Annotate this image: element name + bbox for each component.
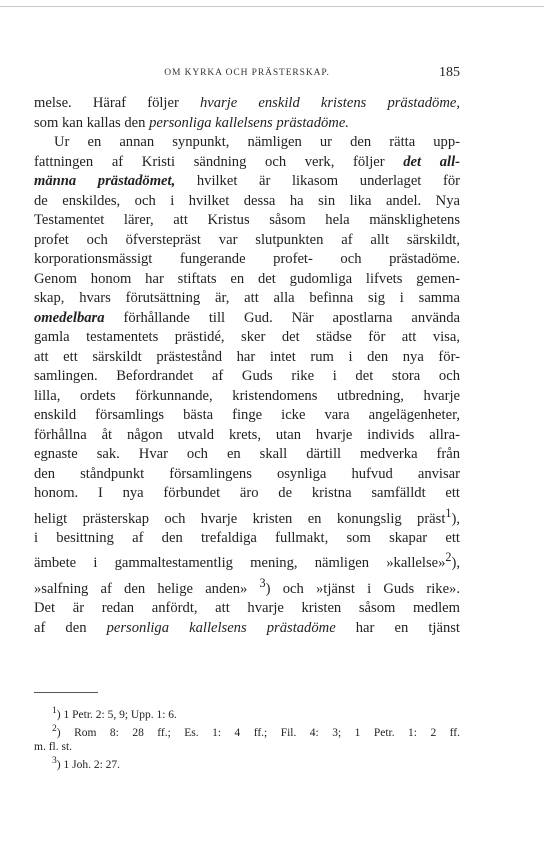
text-line: af den personliga kallelsens prästadöme har en tjänst <box>34 619 460 636</box>
text-line: skap, hvars förutsättning är, att alla befinna sig i samma <box>34 290 460 306</box>
text-line: korporationsmässigt fungerande profet- och prästadöme. <box>34 251 460 267</box>
text-line: omedelbara förhållande till Gud. När apostlarna använda <box>34 309 460 326</box>
text-line: gamla testamentets prästidé, sker det städse för att visa, <box>34 329 460 345</box>
text-line: i besittning af den trefaldiga fullmakt, som skapar ett <box>34 529 460 546</box>
text-line: Testamentet lärer, att Kristus såsom hela mänsklighetens <box>34 212 460 228</box>
text-line: Det är redan anfördt, att hvarje kristen såsom medlem <box>34 600 460 617</box>
page-header <box>34 65 460 84</box>
running-head: OM KYRKA OCH PRÄSTERSKAP. <box>164 68 330 78</box>
text-line: den ståndpunkt församlingens osynliga hufvud anvisar <box>34 465 460 482</box>
footnote-2: $^2$) Rom 8: 28 ff.; Es. 1: 4 ff.; Fil. 4: 3; 1 Petr. 1: 2 ff. <box>52 722 460 739</box>
body-text <box>34 94 460 638</box>
text-line: ämbete i gammaltestamentlig mening, nämligen »kallelse»$^2$), <box>34 550 460 572</box>
text-line: profet och öfverstepräst var slutpunkten af allt särskildt, <box>34 231 460 248</box>
text-line: Genom honom har stiftats en det gudomliga lifvets gemen- <box>34 270 460 287</box>
text-line: förhållna åt någon utvald krets, utan hvarje individs allra- <box>34 426 460 443</box>
footnote-1: $^1$) 1 Petr. 2: 5, 9; Upp. 1: 6. <box>52 705 177 721</box>
text-line: honom. I nya förbundet äro de kristna samfälldt ett <box>34 485 460 501</box>
text-line: lilla, ordets förkunnande, kristendomens utbredning, hvarje <box>34 387 460 404</box>
text-line: »salfning af den helige anden» $^3$) och »tjänst i Guds rike». <box>34 575 460 597</box>
text-line: melse. Häraf följer hvarje enskild kristens prästadöme, <box>34 95 461 111</box>
footnote-3: $^3$) 1 Joh. 2: 27. <box>52 754 121 771</box>
text-line: att ett särskildt prästestånd har intet rum i den nya för- <box>34 348 460 365</box>
text-line: enskild församlings bästa finge icke vara angelägenheter, <box>34 407 460 423</box>
text-line: männa prästadömet, hvilket är likasom underlaget för <box>34 173 460 189</box>
text-line: som kan kallas den personliga kallelsens prästadöme. <box>34 114 349 131</box>
footnote-separator <box>34 692 98 693</box>
text-line: Ur en annan synpunkt, nämligen ur den rätta upp- <box>54 134 460 150</box>
text-line: egnaste sak. Hvar och en skall därtill medverka från <box>34 446 460 462</box>
text-line: de enskildes, och i hvilket dessa ha sin lika andel. Nya <box>34 192 460 209</box>
text-line: samlingen. Befordrandet af Guds rike i det stora och <box>34 368 460 384</box>
text-line: heligt prästerskap och hvarje kristen en konungslig präst$^1$), <box>34 505 460 527</box>
text-line: fattningen af Kristi sändning och verk, följer det all- <box>34 153 460 170</box>
page-number: 185 <box>439 65 460 80</box>
footnote-2-continued: m. fl. st. <box>34 740 73 753</box>
footnotes <box>34 704 460 771</box>
top-edge-rule <box>0 6 544 7</box>
